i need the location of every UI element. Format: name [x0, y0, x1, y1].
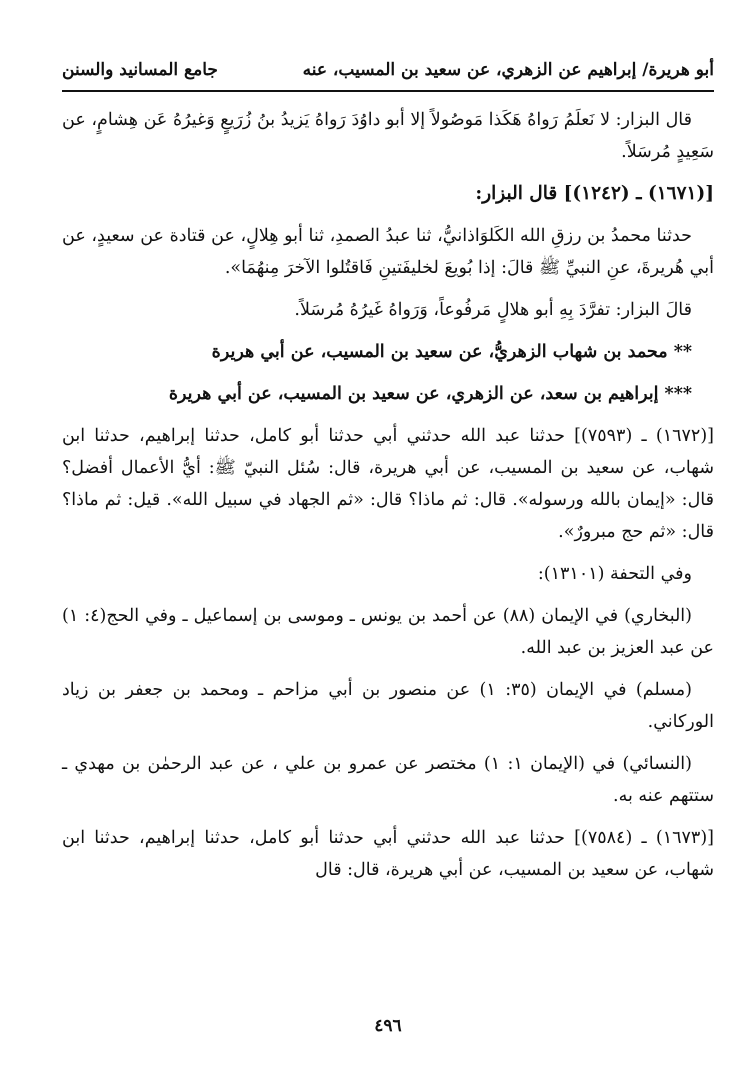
paragraph: (البخاري) في الإيمان (٨٨) عن أحمد بن يونس ـ وموسى بن إسماعيل ـ وفي الحج(٤: ١) عن عبد العزيز بن عبد الله.	[62, 606, 714, 658]
paragraph: قال البزار: لا نَعلَمُ رَواهُ هَكَذا مَوصُولاً إلا أبو داوُدَ رَواهُ يَزيدُ بنُ زُرَيعٍ وَغيرُهُ عَن هِشامٍ، عن سَعِيدٍ مُرسَلاً.	[62, 110, 714, 162]
header-divider	[62, 90, 714, 92]
paragraph: (النسائي) في (الإيمان ١: ١) مختصر عن عمرو بن علي ، عن عبد الرحمٰن بن مهدي ـ ستتهم عنه به.	[62, 754, 714, 806]
header-left-title: جامع المسانيد والسنن	[62, 60, 218, 80]
chain-heading: ** محمد بن شهاب الزهريُّ، عن سعيد بن المسيب، عن أبي هريرة	[211, 342, 692, 362]
chain-heading: *** إبراهيم بن سعد، عن الزهري، عن سعيد بن المسيب، عن أبي هريرة	[168, 384, 692, 404]
paragraph: وفي التحفة (١٣١٠١):	[537, 564, 692, 584]
paragraph: حدثنا محمدُ بن رزقِ الله الكَلوَاذانيُّ، ثنا عبدُ الصمدِ، ثنا أبو هِلالٍ، عن قتادة عن سعيدٍ، عن أبي هُريرةَ، عنِ النبيِّ ﷺ قالَ: إذا بُويعَ لخليفَتينِ فَاقتُلوا الآخرَ مِنهُمَا».	[62, 226, 714, 278]
page-number: ٤٩٦	[374, 1016, 402, 1036]
header-right-title: أبو هريرة/ إبراهيم عن الزهري، عن سعيد بن المسيب، عنه	[302, 60, 714, 80]
page-body	[62, 104, 714, 896]
hadith-number-heading: [(١٦٧١) ـ (١٢٤٢)] قال البزار:	[475, 183, 714, 204]
paragraph: قالَ البزار: تفرَّدَ بِهِ أبو هلالٍ مَرفُوعاً، وَرَواهُ غَيرُهُ مُرسَلاً.	[294, 300, 692, 320]
paragraph: [(١٦٧٢) ـ (٧٥٩٣)] حدثنا عبد الله حدثني أبي حدثنا أبو كامل، حدثنا إبراهيم، حدثنا ابن شهاب، عن سعيد بن المسيب، عن أبي هريرة، قال: سُئل النبيّ ﷺ: أيُّ الأعمال أفضل؟ قال: «إيمان بالله ورسوله». قال: ثم ماذا؟ قال: «ثم الجهاد في سبيل الله». قيل: ثم ماذا؟ قال: «ثم حج مبرورٌ».	[62, 426, 714, 542]
paragraph: (مسلم) في الإيمان (٣٥: ١) عن منصور بن أبي مزاحم ـ ومحمد بن جعفر بن زياد الوركاني.	[62, 680, 714, 732]
paragraph: [(١٦٧٣) ـ (٧٥٨٤)] حدثنا عبد الله حدثني أبي حدثنا أبو كامل، حدثنا إبراهيم، حدثنا ابن شهاب، عن سعيد بن المسيب، عن أبي هريرة، قال: قال	[62, 828, 714, 880]
running-header	[62, 52, 714, 88]
